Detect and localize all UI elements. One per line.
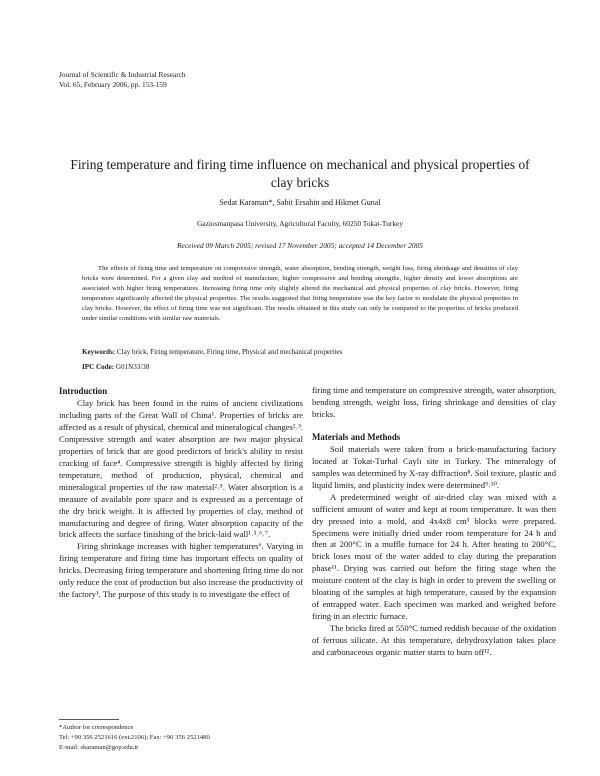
- abstract-text: The effects of firing time and temperature on compressive strength, water absorption, bending strength, weight loss, firing shrinkage and densities of clay bricks were determined. For a given clay and method of manufacture, higher compressive and bending strengths, higher density and lower absorptions are associated with higher firing temperatures. Increasing firing time only slightly altered the mechanical and physical properties of clay bricks. However, firing temperature significantly affected the physical properties. The results suggested that firing temperature was the key factor to modulate the physical properties in clay bricks. However, the effect of firing time was not significant. The results obtained in this study can only be compared to the properties of bricks produced under similar conditions with similar raw materials.: [82, 265, 518, 322]
- footnote-correspondence: *Author for correspondence: [59, 724, 134, 731]
- right-column: [312, 385, 556, 659]
- journal-name: Journal of Scientific & Industrial Research: [59, 70, 186, 79]
- authors: Sedat Karaman*, Sabit Ersahin and Hikmet Gunal: [219, 198, 381, 207]
- paper-title: Firing temperature and firing time influence on mechanical and physical properties of clay bricks: [70, 157, 530, 190]
- intro-paragraph-3: firing time and temperature on compressive strength, water absorption, bending strength, weight loss, firing shrinkage and densities of clay bricks.: [312, 385, 556, 419]
- ipc-text: G01N33/38: [115, 363, 150, 371]
- intro-paragraph-1: Clay brick has been found in the ruins of ancient civilizations including parts of the Great Wall of China¹. Properties of bricks are affected as a result of physical, chemical and mineralogical changes²˒³. Compressive strength and water absorption are two major physical properties of brick that are good predictors of brick's ability to resist cracking of face⁴. Compressive strength is highly affected by firing temperature, method of production, physical, chemical and mineralogical properties of the raw material²˒⁵. Water absorption is a measure of available pore space and is expressed as a percentage of the dry brick weight. It is affected by properties of clay, method of manufacturing and degree of firing. Water absorption capacity of the brick affects the surface finishing of the brick-laid wall¹˒³˒⁶˒⁷.: [59, 398, 303, 540]
- intro-paragraph-2: Firing shrinkage increases with higher temperatures⁶. Varying in firing temperature and firing time has important effects on quality of bricks. Decreasing firing temperature and shortening firing time do not only reduce the cost of production but also increase the productivity of the factory¹. The purpose of this study is to investigate the effect of: [59, 541, 303, 600]
- keywords-text: Clay brick, Firing temperature, Firing time, Physical and mechanical properties: [116, 348, 343, 356]
- ipc-code: [82, 363, 149, 371]
- footnote: [59, 723, 210, 753]
- methods-paragraph-2: A predetermined weight of air-dried clay was mixed with a sufficient amount of water and kept at room temperature. It was then dry pressed into a mold, and 4x4x8 cm³ blocks were prepared. Specimens were initially dried under room temperature for 24 h and then at 200°C in a muffle furnace for 24 h. After heating to 200°C, brick loses most of the water added to clay during the preparation phase¹¹. Drying was carried out before the firing stage when the moisture content of the clay is high in order to prevent the swelling or bloating of the samples at high temperature, caused by the expansion of entrapped water. Each specimen was marked and weighed before firing in an electric furnace.: [312, 491, 556, 622]
- journal-issue: Vol. 65, February 2006, pp. 153-159: [59, 80, 167, 89]
- received-dates: Received 09 March 2005; revised 17 November 2005; accepted 14 December 2005: [177, 241, 423, 250]
- footnote-divider: [59, 719, 119, 720]
- methods-paragraph-1: Soil materials were taken from a brick-manufacturing factory located at Tokat-Turhal Caylı site in Turkey. The mineralogy of samples was determined by X-ray diffraction⁸. Soil texture, plastic and liquid limits, and plasticity index were determined⁹˒¹⁰.: [312, 443, 556, 490]
- affiliation: Gaziosmanpasa University, Agricultural Faculty, 60250 Tokat-Turkey: [196, 219, 404, 228]
- introduction-heading: Introduction: [59, 386, 108, 396]
- ipc-label: IPC Code:: [82, 363, 115, 371]
- keywords: [82, 347, 518, 357]
- footnote-phone: Tel: +90 356 2521616 (ext.2106); Fax: +90 356 2521480: [59, 734, 210, 741]
- journal-header: [59, 70, 186, 90]
- left-column: [59, 385, 303, 601]
- methods-heading: Materials and Methods: [312, 431, 401, 442]
- methods-paragraph-3: The bricks fired at 550°C turned reddish because of the oxidation of ferrous silicate. At this temperature, dehydroxylation takes place and carbonaceous organic matter starts to burn off¹².: [312, 623, 556, 658]
- footnote-email: E-mail: skaraman@gop.edu.tr: [59, 744, 139, 751]
- abstract: [82, 264, 518, 323]
- keywords-label: Keywords:: [82, 348, 116, 356]
